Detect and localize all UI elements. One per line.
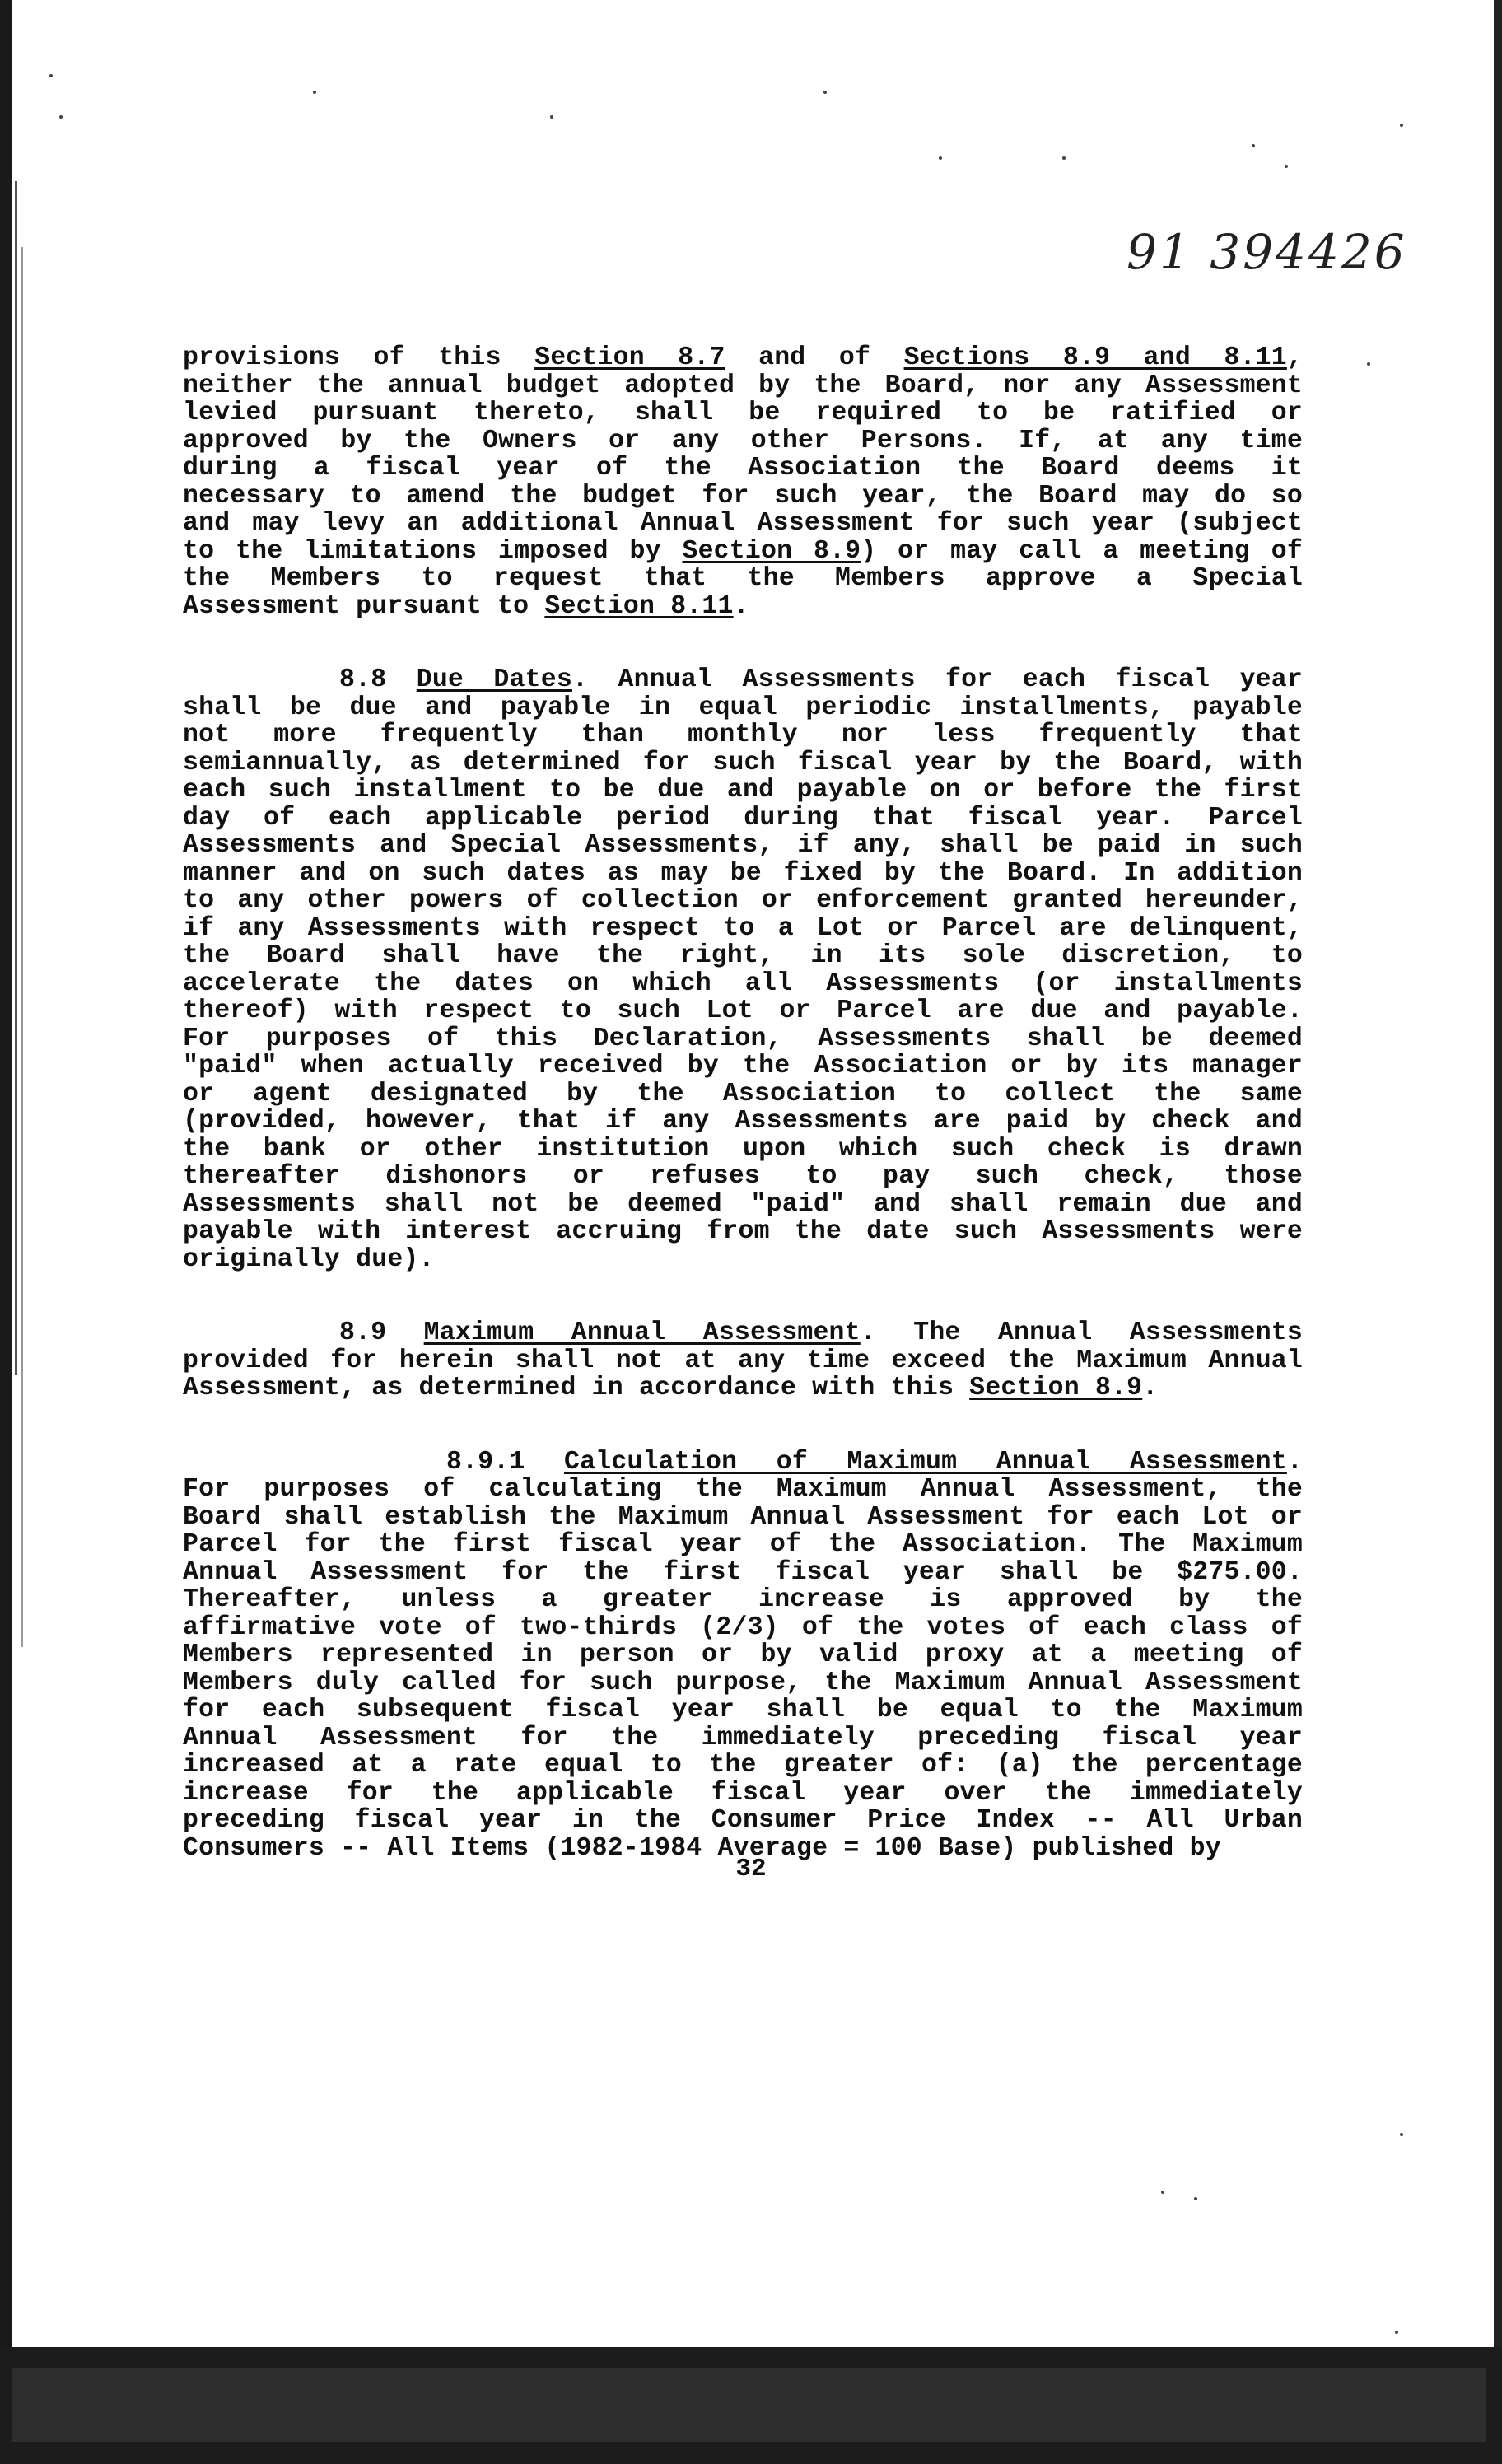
section-reference: Calculation of Maximum Annual Assessment xyxy=(564,1447,1287,1477)
text-line: Assessment pursuant to Section 8.11. xyxy=(183,591,749,621)
text-line: shall be due and payable in equal periodic installments, payable xyxy=(183,693,1303,722)
text-line: accelerate the dates on which all Assessments (or installments xyxy=(183,968,1303,998)
scan-speck xyxy=(1252,144,1255,147)
scan-speck xyxy=(823,91,827,94)
text-line: 8.8 Due Dates. Annual Assessments for each fiscal year xyxy=(339,665,1303,694)
text-line: For purposes of this Declaration, Assessments shall be deemed xyxy=(183,1024,1303,1053)
section-reference: Due Dates xyxy=(416,665,572,694)
document-body xyxy=(183,344,1303,1908)
section-reference: Section 8.9 xyxy=(969,1374,1143,1402)
scan-speck xyxy=(59,115,63,119)
scan-speck xyxy=(313,91,316,94)
text-line: each such installment to be due and payable on or before the first xyxy=(183,776,1303,805)
text-line: during a fiscal year of the Association the Board deems it xyxy=(183,454,1303,483)
scan-speck xyxy=(1194,2197,1197,2200)
text-line: provided for herein shall not at any time exceed the Maximum Annual xyxy=(183,1346,1303,1375)
paragraph xyxy=(183,344,1303,620)
text-line: thereof) with respect to such Lot or Parcel are due and payable. xyxy=(183,996,1303,1025)
text-line: semiannually, as determined for such fiscal year by the Board, with xyxy=(183,748,1303,777)
scan-streak xyxy=(21,247,23,1647)
section-reference: Maximum Annual Assessment xyxy=(423,1318,861,1347)
section-reference: Section 8.7 xyxy=(534,343,725,372)
text-line: Parcel for the first fiscal year of the Association. The Maximum xyxy=(183,1530,1303,1559)
text-line: payable with interest accruing from the date such Assessments were xyxy=(183,1217,1303,1246)
text-line: to the limitations imposed by Section 8.9) or may call a meeting of xyxy=(183,536,1304,566)
text-line: neither the annual budget adopted by the Board, nor any Assessment xyxy=(183,371,1303,400)
text-line: Board shall establish the Maximum Annual Assessment for each Lot or xyxy=(183,1502,1303,1532)
scan-speck xyxy=(1161,2191,1164,2194)
scan-speck xyxy=(1395,2331,1398,2334)
text-line: Assessment, as determined in accordance with this Section 8.9. xyxy=(183,1374,1159,1402)
text-line: to any other powers of collection or enforcement granted hereunder, xyxy=(183,886,1303,915)
text-line: increased at a rate equal to the greater of: (a) the percentage xyxy=(183,1751,1303,1780)
paragraph xyxy=(183,666,1303,1273)
text-line: for each subsequent fiscal year shall be equal to the Maximum xyxy=(183,1696,1303,1724)
text-line: thereafter dishonors or refuses to pay such check, those xyxy=(183,1162,1303,1191)
text-line: preceding fiscal year in the Consumer Price Index -- All Urban xyxy=(183,1806,1303,1835)
text-line: increase for the applicable fiscal year over the immediately xyxy=(183,1778,1303,1808)
text-line: necessary to amend the budget for such year, the Board may do so xyxy=(183,481,1303,511)
text-line: For purposes of calculating the Maximum Annual Assessment, the xyxy=(183,1475,1303,1504)
text-line: Annual Assessment for the immediately preceding fiscal year xyxy=(183,1723,1303,1752)
text-line: Consumers -- All Items (1982-1984 Average = 100 Base) published by xyxy=(183,1833,1221,1863)
text-line: manner and on such dates as may be fixed by the Board. In addition xyxy=(183,858,1303,888)
scan-speck xyxy=(1062,156,1066,160)
scan-speck xyxy=(1367,362,1370,366)
section-reference: Sections 8.9 and 8.11 xyxy=(903,343,1287,372)
text-line: levied pursuant thereto, shall be required to be ratified or xyxy=(183,399,1303,427)
text-line: the Board shall have the right, in its sole discretion, to xyxy=(183,941,1303,970)
text-line: 8.9 Maximum Annual Assessment. The Annual Assessments xyxy=(339,1318,1303,1347)
text-line: (provided, however, that if any Assessments are paid by check and xyxy=(183,1107,1303,1136)
scan-bottom-band xyxy=(12,2368,1486,2442)
paragraph xyxy=(183,1449,1303,1863)
scan-speck xyxy=(49,74,53,77)
text-line: the bank or other institution upon which such check is drawn xyxy=(183,1134,1303,1164)
text-line: or agent designated by the Association to collect the same xyxy=(183,1079,1303,1108)
section-reference: Section 8.11 xyxy=(544,591,734,621)
text-line: Members represented in person or by valid proxy at a meeting of xyxy=(183,1640,1303,1669)
scan-speck xyxy=(1400,124,1403,127)
text-line: Assessments and Special Assessments, if any, shall be paid in such xyxy=(183,831,1303,860)
document-number: 91 394426 xyxy=(1126,224,1407,280)
text-line: Assessments shall not be deemed "paid" and shall remain due and xyxy=(183,1189,1303,1219)
section-reference: Section 8.9 xyxy=(682,536,861,566)
scan-speck xyxy=(939,156,942,160)
text-line: not more frequently than monthly nor less frequently that xyxy=(183,721,1303,749)
scan-speck xyxy=(1285,165,1288,168)
text-line: Thereafter, unless a greater increase is approved by the xyxy=(183,1585,1303,1614)
scan-speck xyxy=(550,115,553,119)
scan-edge-left xyxy=(0,0,12,2464)
text-line: provisions of this Section 8.7 and of Sections 8.9 and 8.11, xyxy=(183,343,1303,372)
text-line: approved by the Owners or any other Persons. If, at any time xyxy=(183,426,1303,455)
paragraph xyxy=(183,1319,1303,1402)
text-line: 8.9.1 Calculation of Maximum Annual Assessment. xyxy=(446,1447,1303,1477)
page-number: 32 xyxy=(735,1855,767,1883)
text-line: day of each applicable period during that fiscal year. Parcel xyxy=(183,803,1303,833)
text-line: and may levy an additional Annual Assessment for such year (subject xyxy=(183,509,1303,538)
text-line: Annual Assessment for the first fiscal year shall be $275.00. xyxy=(183,1557,1303,1587)
scan-streak xyxy=(15,181,17,1375)
text-line: "paid" when actually received by the Association or by its manager xyxy=(183,1052,1303,1080)
text-line: if any Assessments with respect to a Lot or Parcel are delinquent, xyxy=(183,913,1303,943)
text-line: affirmative vote of two-thirds (2/3) of the votes of each class of xyxy=(183,1612,1303,1642)
text-line: Members duly called for such purpose, the Maximum Annual Assessment xyxy=(183,1668,1303,1697)
scan-speck xyxy=(1400,2133,1403,2136)
text-line: the Members to request that the Members approve a Special xyxy=(183,564,1303,593)
scan-edge-right xyxy=(1494,0,1502,2464)
text-line: originally due). xyxy=(183,1244,435,1274)
